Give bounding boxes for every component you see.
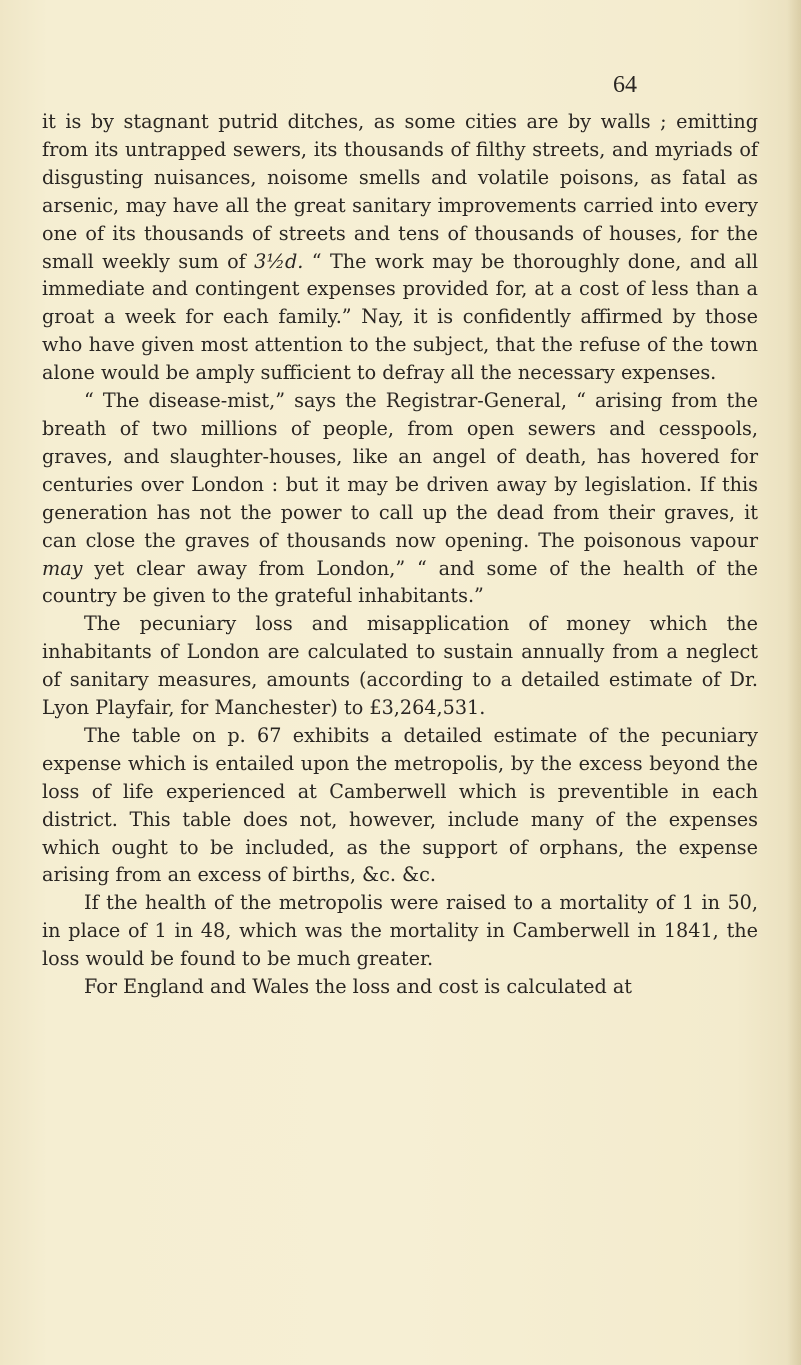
paragraph-table-reference [42,722,758,889]
page-number: 64 [613,72,637,98]
body-text [42,108,758,1001]
paragraph-pecuniary-loss [42,610,758,722]
text-run: If the health of the metropolis were raised to a mortality of 1 in 50, in place of 1 in 48, which was the mortality in Camberwell in 1841, the loss would be found to be much greater. [42,891,758,971]
paragraph-mortality [42,889,758,973]
paragraph-stagnant-ditches [42,108,758,387]
text-run: it is by stagnant putrid ditches, as some cities are by walls ; emitting from its untrapped sewers, its thousands of filthy streets, and myriads of disgusting nuisances, noisome smells and volatile poisons, as fatal as arsenic, may have all the great sanitary improvements carried into every one of its thousands of streets and tens of thousands of houses, for the small weekly sum of [42,110,758,273]
page-edge-shadow [787,0,801,1365]
paragraph-england-wales [42,973,758,1001]
text-run-italic: 3½d. [254,249,304,273]
text-run: For England and Wales the loss and cost is calculated at [84,975,632,999]
text-run: The pecuniary loss and misapplication of money which the inhabitants of London are calculated to sustain annually from a neglect of sanitary measures, amounts (according to a detailed estimate of Dr. Lyon Playfair, for Manchester) to £3,264,531. [42,612,758,720]
text-run-italic: may [42,556,83,580]
text-run: “ The work may be thoroughly done, and all immediate and contingent expenses provided for, at a cost of less than a groat a week for each family.” Nay, it is confidently affirmed by those who have given most attention to the subject, that the refuse of the town alone would be amply sufficient to defray all the necessary expenses. [42,249,758,385]
paragraph-disease-mist [42,387,758,610]
text-run: The table on p. 67 exhibits a detailed estimate of the pecuniary expense which is entailed upon the metropolis, by the excess beyond the loss of life experienced at Camberwell which is preventible in each district. This table does not, however, include many of the expenses which ought to be included, as the support of orphans, the expense arising from an excess of births, &c. &c. [42,723,758,887]
text-run: “ The disease-mist,” says the Registrar-General, “ arising from the breath of two millions of people, from open sewers and cesspools, graves, and slaughter-houses, like an angel of death, has hovered for centuries over London : but it may be driven away by legislation. If this generation has not the power to call up the dead from their graves, it can close the graves of thousands now opening. The poisonous vapour [42,389,758,552]
text-run: yet clear away from London,” “ and some of the health of the country be given to the grateful inhabitants.” [42,556,758,608]
